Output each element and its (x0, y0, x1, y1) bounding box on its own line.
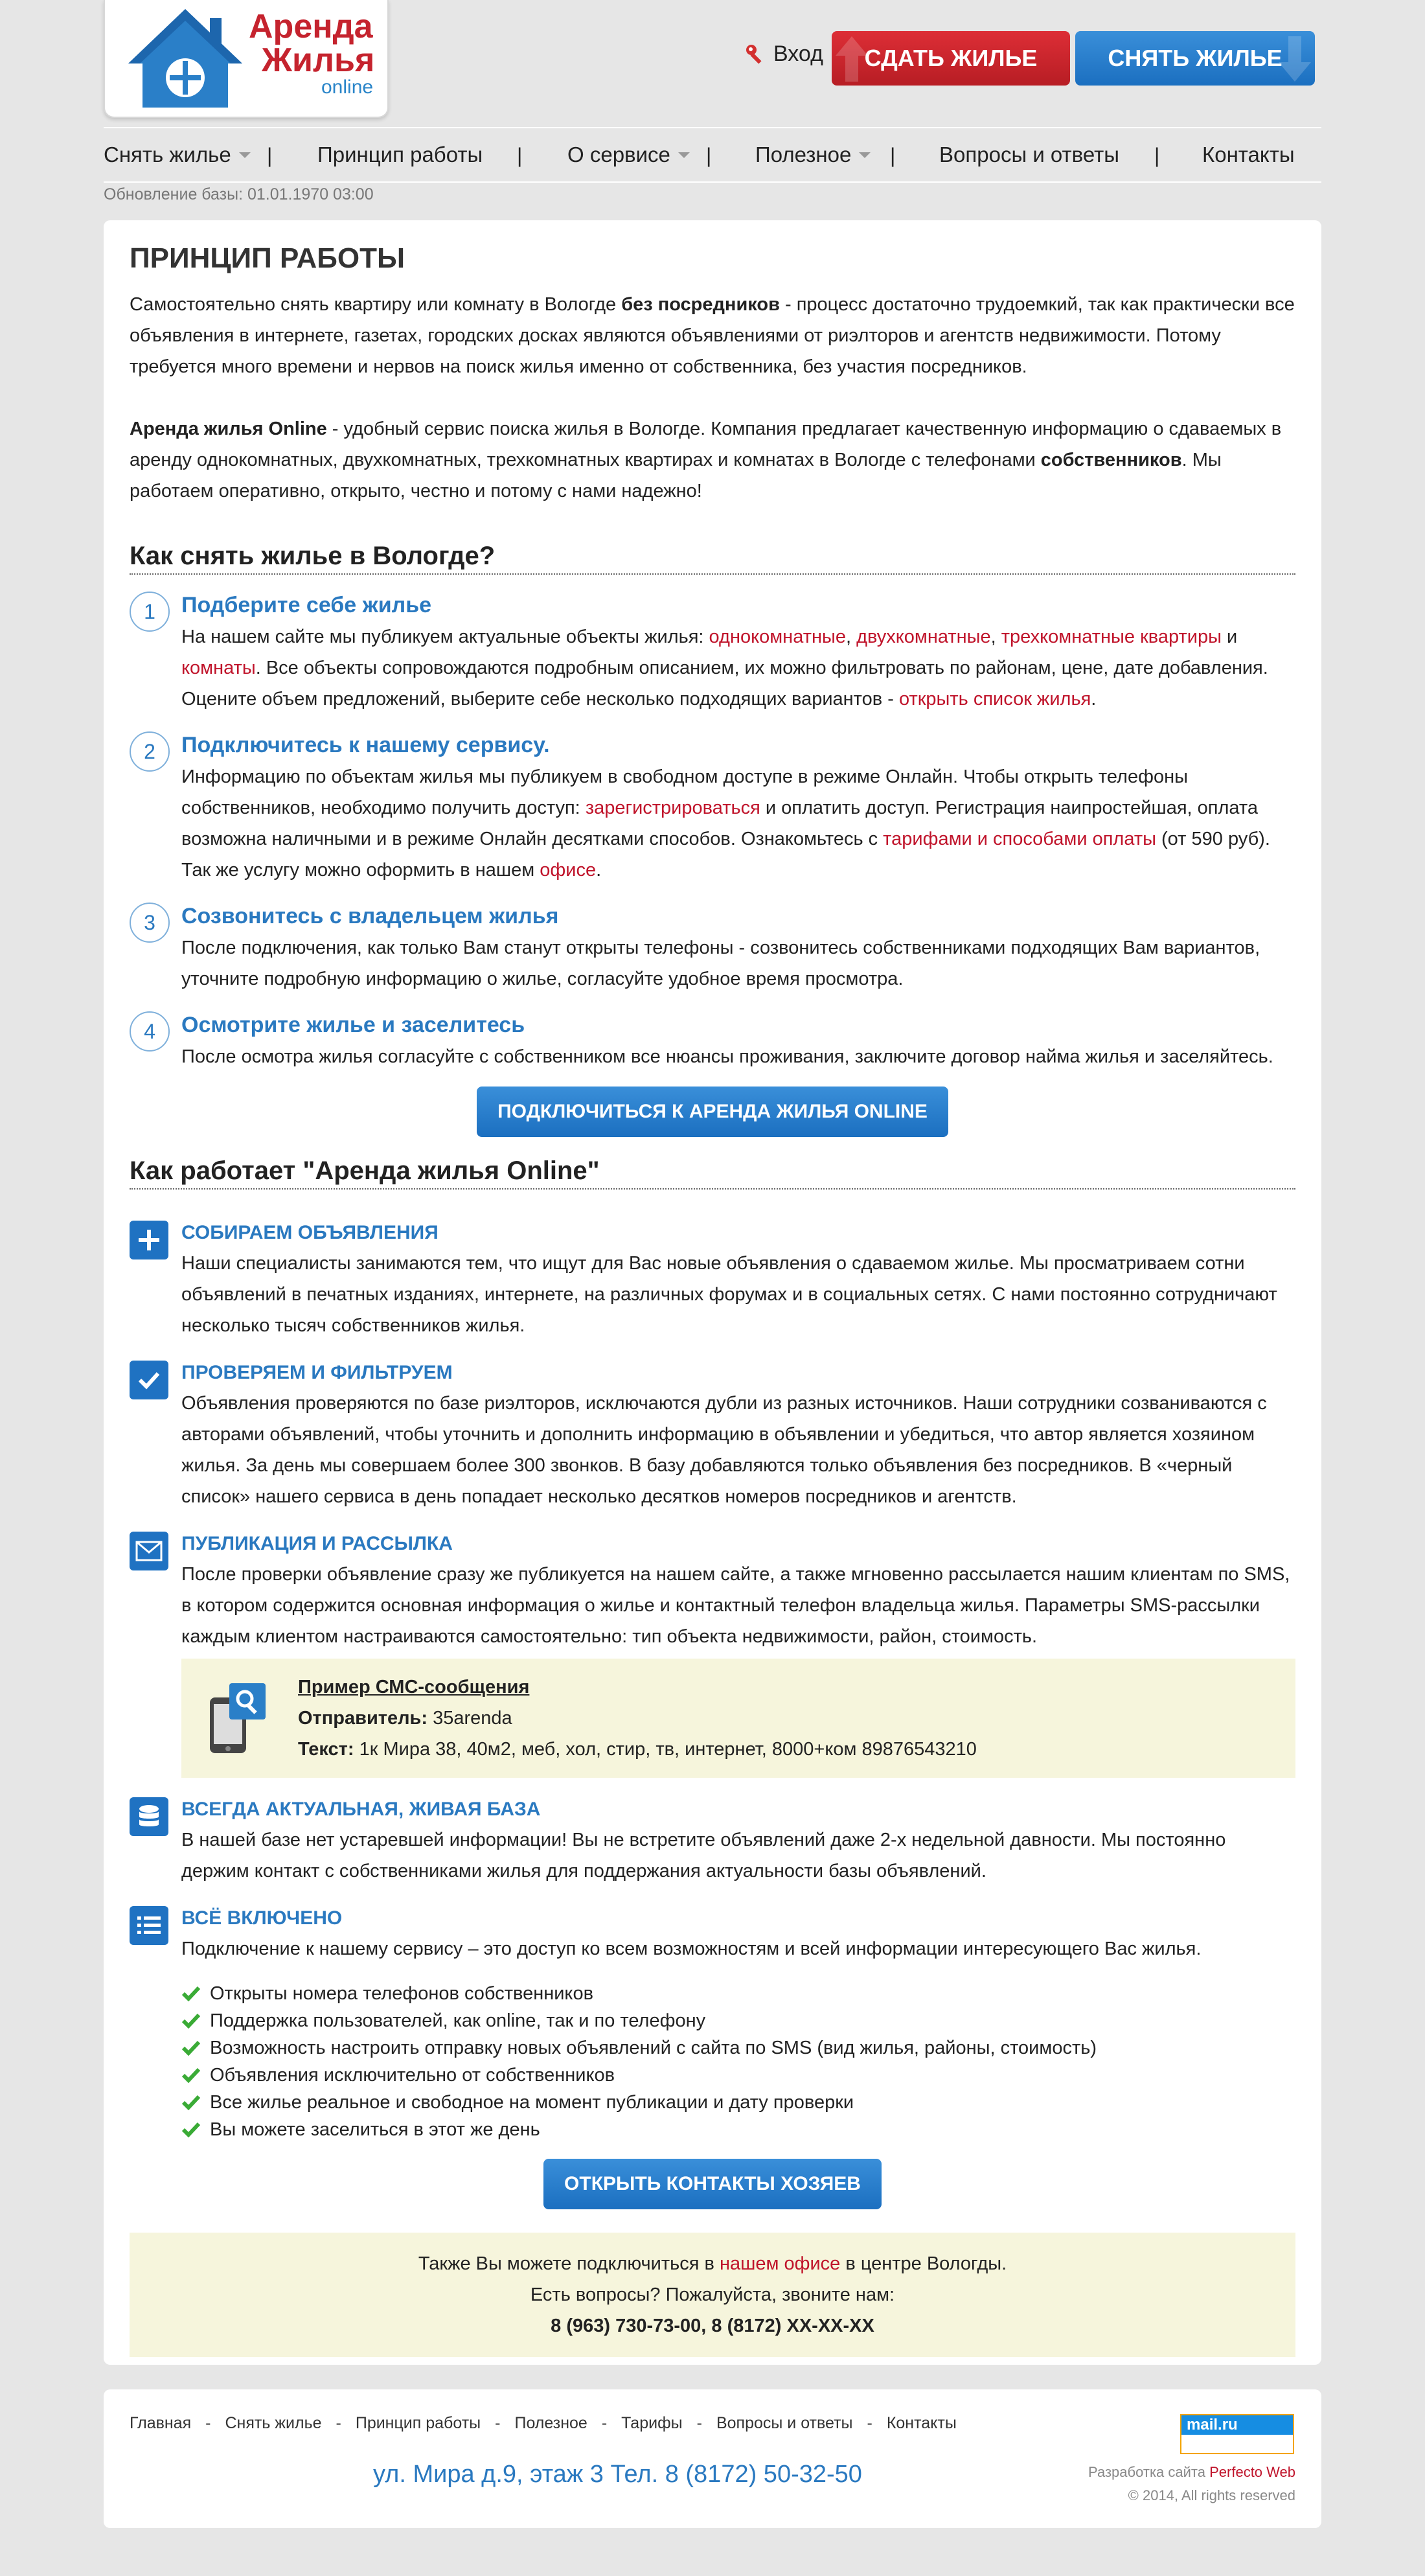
feature-all-included (130, 1903, 1295, 1964)
nav-item-useful[interactable] (755, 143, 871, 167)
login-link[interactable] (745, 41, 823, 67)
nav-item-label: Контакты (1202, 143, 1295, 167)
check-icon (181, 2040, 201, 2056)
checkmark-icon (130, 1361, 168, 1399)
phone-search-icon (207, 1683, 266, 1754)
page-title: ПРИНЦИП РАБОТЫ (130, 242, 405, 274)
footer-link-contacts[interactable]: Контакты (886, 2414, 957, 2432)
nav-item-label: Снять жилье (104, 143, 231, 167)
feature-title: ВСЁ ВКЛЮЧЕНО (181, 1907, 343, 1929)
step-text: После осмотра жилья согласуйте с собственником все нюансы проживания, заключите договор найма жилья и заселяйтесь. (181, 1046, 1273, 1067)
nav-separator: | (267, 144, 273, 167)
arrow-up-icon (836, 36, 868, 82)
footer-link-faq[interactable]: Вопросы и ответы (716, 2414, 853, 2432)
sms-sender: Отправитель: 35arenda (298, 1708, 512, 1729)
step-number: 3 (130, 903, 170, 943)
list-item: Открыты номера телефонов собственников (181, 1980, 1295, 2007)
db-update-status: Обновление базы: 01.01.1970 03:00 (104, 185, 374, 203)
link-our-office[interactable]: нашем офисе (719, 2253, 841, 2274)
step-text: Информацию по объектам жилья мы публикуем в свободном доступе в режиме Онлайн. Чтобы открыть телефоны собственников, необходимо получить доступ: зарегистрироваться и оплатить доступ. Регистрация наипростейшая, оплата возможна наличными и в режиме Онлайн десятками способов. Ознакомьтесь с тарифами и способами оплаты (от 590 руб). Так же услугу можно оформить в нашем офисе. (181, 766, 1270, 880)
link-tariffs[interactable]: тарифами и способами оплаты (883, 829, 1156, 849)
nav-item-contacts[interactable] (1202, 143, 1295, 167)
caret-down-icon (239, 152, 251, 158)
nav-item-faq[interactable] (939, 143, 1119, 167)
step-number: 4 (130, 1011, 170, 1052)
key-icon (745, 43, 767, 65)
rent-out-label: СДАТЬ ЖИЛЬЕ (864, 45, 1038, 71)
nav-item-label: Полезное (755, 143, 852, 167)
list-item: Все жилье реальное и свободное на момент публикации и дату проверки (181, 2089, 1295, 2116)
footer-link-rent[interactable]: Снять жилье (225, 2414, 322, 2432)
site-logo[interactable] (104, 0, 389, 118)
nav-separator: | (517, 144, 523, 167)
how-to-rent-heading: Как снять жилье в Вологде? (130, 542, 1295, 575)
open-contacts-button[interactable]: ОТКРЫТЬ КОНТАКТЫ ХОЗЯЕВ (543, 2159, 882, 2209)
main-nav (104, 127, 1321, 183)
step-1 (130, 589, 1295, 715)
logo-text-zhilya: Жилья (262, 41, 375, 79)
link-2room[interactable]: двухкомнатные (856, 627, 991, 647)
step-title: Подберите себе жилье (181, 593, 432, 617)
how-it-works-heading: Как работает "Аренда жилья Online" (130, 1156, 1295, 1190)
step-title: Созвонитесь с владельцем жилья (181, 904, 559, 928)
rent-out-button[interactable] (832, 31, 1070, 86)
step-text: После подключения, как только Вам станут открыты телефоны - созвонитесь собственниками подходящих Вам вариантов, уточните подробную информацию о жилье, согласуйте удобное время просмотра. (181, 937, 1260, 989)
feature-title: ВСЕГДА АКТУАЛЬНАЯ, ЖИВАЯ БАЗА (181, 1799, 541, 1820)
footer-link-useful[interactable]: Полезное (514, 2414, 587, 2432)
step-title: Осмотрите жилье и заселитесь (181, 1013, 525, 1037)
step-text: На нашем сайте мы публикуем актуальные объекты жилья: однокомнатные, двухкомнатные, трехкомнатные квартиры и комнаты. Все объекты сопровождаются подробным описанием, их можно фильтровать по районам, цене, дате добавления. Оцените объем предложений, выберите себе несколько подходящих вариантов - открыть список жилья. (181, 627, 1268, 709)
office-info-box (130, 2233, 1295, 2357)
caret-down-icon (859, 152, 871, 158)
nav-separator: | (890, 144, 896, 167)
feature-title: СОБИРАЕМ ОБЪЯВЛЕНИЯ (181, 1222, 439, 1243)
phone-numbers: 8 (963) 730-73-00, 8 (8172) XX-XX-XX (551, 2316, 874, 2336)
step-3 (130, 900, 1295, 995)
feature-text: Наши специалисты занимаются тем, что ищут для Вас новые объявления о сдаваемом жилье. Мы просматриваем сотни объявлений в печатных изданиях, интернете, на различных форумах и в социальных сетях. С нами постоянно сотрудничают несколько тысяч собственников жилья. (181, 1253, 1277, 1336)
envelope-icon (130, 1532, 168, 1570)
mailru-label: mail.ru (1181, 2415, 1293, 2435)
intro-paragraph-2: Аренда жилья Online - удобный сервис поиска жилья в Вологде. Компания предлагает качественную информацию о сдаваемых в аренду однокомнатных, двухкомнатных, трехкомнатных квартирах и комнатах в Вологде с телефонами собственников. Мы работаем оперативно, открыто, честно и потому с нами надежно! (130, 419, 1282, 501)
feature-live-base (130, 1795, 1295, 1887)
login-label: Вход (773, 41, 823, 66)
nav-item-label: Принцип работы (317, 143, 483, 167)
logo-text-online: online (321, 76, 374, 98)
check-icon (181, 1985, 201, 2002)
footer-address: ул. Мира д.9, этаж 3 Тел. 8 (8172) 50-32-50 (373, 2461, 862, 2488)
rent-label: СНЯТЬ ЖИЛЬЕ (1108, 45, 1282, 71)
feature-text: Подключение к нашему сервису – это доступ ко всем возможностям и всей информации интересующего Вас жилья. (181, 1938, 1202, 1959)
check-icon (181, 2121, 201, 2138)
check-icon (181, 2012, 201, 2029)
list-icon (130, 1906, 168, 1945)
sms-title: Пример СМС-сообщения (298, 1677, 530, 1697)
footer-nav: Главная - Снять жилье - Принцип работы - Полезное - Тарифы - Вопросы и ответы - Контакты (130, 2414, 957, 2432)
feature-text: Объявления проверяются по базе риэлторов, исключаются дубли из разных источников. Наши сотрудники созваниваются с авторами объявлений, чтобы уточнить и дополнить информацию в объявлении и убедиться, что автор является хозяином жилья. За день мы совершаем более 300 звонков. В базу добавляются только объявления без посредников. В «черный список» нашего сервиса в день попадает несколько десятков номеров посредников и агентств. (181, 1393, 1267, 1507)
database-icon (130, 1797, 168, 1836)
copyright: © 2014, All rights reserved (1128, 2487, 1295, 2503)
intro-paragraph-1: Самостоятельно снять квартиру или комнату в Вологде без посредников - процесс достаточно трудоемкий, так как практически все объявления в интернете, газетах, городских досках являются объявлениями от риэлторов и агентств недвижимости. Потому требуется много времени и нервов на поиск жилья именно от собственника, без участия посредников. (130, 294, 1295, 377)
step-number: 2 (130, 731, 170, 772)
feature-publish (130, 1529, 1295, 1778)
arrow-down-icon (1279, 36, 1311, 82)
connect-button[interactable]: ПОДКЛЮЧИТЬСЯ К АРЕНДА ЖИЛЬЯ ONLINE (477, 1087, 948, 1137)
feature-filter (130, 1358, 1295, 1512)
nav-item-label: О сервисе (567, 143, 670, 167)
step-number: 1 (130, 592, 170, 632)
main-content-card (104, 220, 1321, 2365)
link-office[interactable]: офисе (540, 860, 597, 880)
logo-text-arenda: Аренда (249, 8, 373, 45)
list-item: Вы можете заселиться в этот же день (181, 2116, 1295, 2143)
step-4 (130, 1009, 1295, 1072)
footer-link-tariffs[interactable]: Тарифы (621, 2414, 683, 2432)
footer (104, 2389, 1321, 2528)
list-item: Объявления исключительно от собственников (181, 2062, 1295, 2089)
link-register[interactable]: зарегистрироваться (585, 798, 760, 818)
developer-link[interactable]: Perfecto Web (1209, 2464, 1295, 2480)
sms-example-box (181, 1659, 1295, 1778)
footer-link-principle[interactable]: Принцип работы (355, 2414, 481, 2432)
list-item: Возможность настроить отправку новых объявлений с сайта по SMS (вид жилья, районы, стоимость) (181, 2034, 1295, 2062)
plus-icon (130, 1221, 168, 1259)
sms-text: Текст: 1к Мира 38, 40м2, меб, хол, стир, тв, интернет, 8000+ком 89876543210 (298, 1739, 977, 1760)
nav-item-rent[interactable] (104, 143, 251, 167)
nav-separator: | (706, 144, 712, 167)
check-icon (181, 2094, 201, 2111)
nav-separator: | (1154, 144, 1160, 167)
included-list (130, 1980, 1295, 2143)
footer-credit: Разработка сайта Perfecto Web © 2014, All rights reserved (1088, 2461, 1295, 2507)
step-title: Подключитесь к нашему сервису. (181, 733, 550, 757)
check-icon (181, 2067, 201, 2084)
footer-link-home[interactable]: Главная (130, 2414, 192, 2432)
link-rooms[interactable]: комнаты (181, 658, 256, 678)
questions-line: Есть вопросы? Пожалуйста, звоните нам: (530, 2284, 895, 2305)
caret-down-icon (678, 152, 690, 158)
rent-button[interactable] (1075, 31, 1315, 86)
feature-text: В нашей базе нет устаревшей информации! Вы не встретите объявлений даже 2-х недельной давности. Мы постоянно держим контакт с собственниками жилья для поддержания актуальности базы объявлений. (181, 1830, 1226, 1881)
mailru-counter[interactable] (1180, 2414, 1294, 2454)
office-line: Также Вы можете подключиться в нашем офисе в центре Вологды. (418, 2253, 1007, 2274)
link-1room[interactable]: однокомнатные (709, 627, 846, 647)
house-logo-icon (120, 4, 250, 113)
nav-item-about[interactable] (567, 143, 690, 167)
nav-item-principle[interactable] (317, 143, 483, 167)
link-3room[interactable]: трехкомнатные квартиры (1001, 627, 1222, 647)
feature-title: ПРОВЕРЯЕМ И ФИЛЬТРУЕМ (181, 1362, 453, 1383)
feature-text: После проверки объявление сразу же публикуется на нашем сайте, а также мгновенно рассылается нашим клиентам по SMS, в котором содержится основная информация о жилье и контактный телефон владельца жилья. Параметры SMS-рассылки каждым клиентом настраиваются самостоятельно: тип объекта недвижимости, район, стоимость. (181, 1564, 1290, 1647)
feature-title: ПУБЛИКАЦИЯ И РАССЫЛКА (181, 1533, 453, 1554)
feature-collect (130, 1218, 1295, 1341)
nav-item-label: Вопросы и ответы (939, 143, 1119, 167)
list-item: Поддержка пользователей, как online, так и по телефону (181, 2007, 1295, 2034)
step-2 (130, 729, 1295, 886)
link-open-list[interactable]: открыть список жилья (898, 689, 1091, 709)
